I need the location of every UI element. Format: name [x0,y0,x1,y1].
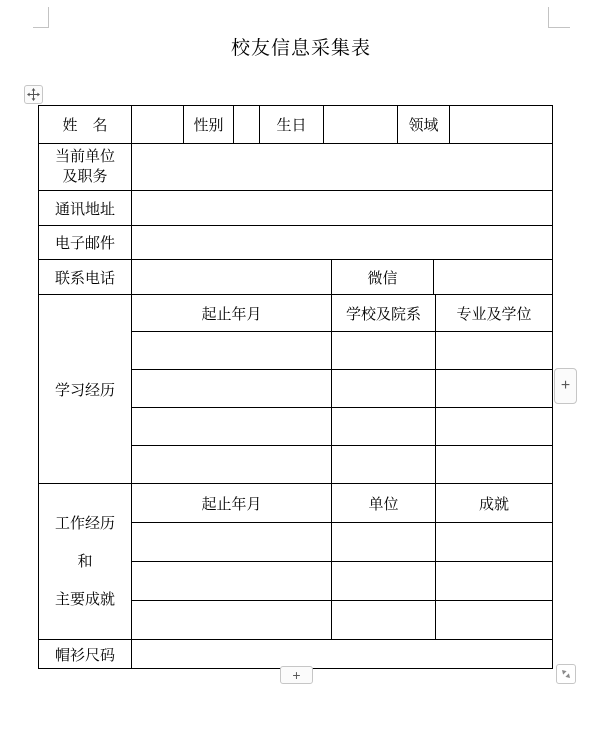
table-row-employer [39,144,553,191]
work-col-achievement: 成就 [436,484,553,523]
insert-row-button[interactable]: + [280,666,313,684]
education-row-4 [132,446,553,484]
table-row-basic-1 [39,106,553,144]
education-row-2 [132,370,553,408]
edu-school-cell[interactable] [332,332,436,370]
field-label: 领域 [398,106,450,144]
employer-input-cell[interactable] [132,144,553,191]
edu-period-cell[interactable] [132,332,332,370]
work-achievement-cell[interactable] [436,562,553,601]
insert-column-button[interactable]: + [554,368,577,404]
edu-school-cell[interactable] [332,408,436,446]
work-row-2 [132,562,553,601]
field-input-cell[interactable] [450,106,553,144]
name-input-cell[interactable] [132,106,184,144]
gender-input-cell[interactable] [234,106,260,144]
diagonal-resize-icon [560,668,572,680]
work-achievement-cell[interactable] [436,523,553,562]
margin-crop-mark-top-left [33,7,49,28]
education-col-period: 起止年月 [132,295,332,332]
education-col-major: 专业及学位 [436,295,553,332]
edu-major-cell[interactable] [436,446,553,484]
edu-major-cell[interactable] [436,332,553,370]
wechat-input-cell[interactable] [434,260,553,295]
margin-crop-mark-top-right [548,7,570,28]
employer-label-line2: 及职务 [62,168,108,185]
work-row-3 [132,601,553,640]
table-row-email [39,226,553,260]
education-section-label: 学习经历 [39,295,132,484]
work-org-cell[interactable] [332,523,436,562]
education-header-row [132,295,553,332]
table-row-phone [39,260,553,295]
phone-label: 联系电话 [39,260,132,295]
table-resize-handle[interactable] [556,664,576,684]
work-period-cell[interactable] [132,562,332,601]
work-period-cell[interactable] [132,523,332,562]
edu-major-cell[interactable] [436,408,553,446]
work-header-row [132,484,553,523]
edu-school-cell[interactable] [332,370,436,408]
birthday-input-cell[interactable] [324,106,398,144]
edu-period-cell[interactable] [132,408,332,446]
work-org-cell[interactable] [332,562,436,601]
work-period-cell[interactable] [132,601,332,640]
education-section [39,295,553,484]
education-row-1 [132,332,553,370]
hoodie-size-label: 帽衫尺码 [39,640,132,669]
work-label-line3: 主要成就 [54,590,115,608]
table-row-hoodie [39,640,553,669]
work-section [39,484,553,640]
work-org-cell[interactable] [332,601,436,640]
edu-period-cell[interactable] [132,446,332,484]
table-move-handle[interactable] [24,85,43,104]
form-title: 校友信息采集表 [230,38,371,59]
email-input-cell[interactable] [132,226,553,260]
edu-period-cell[interactable] [132,370,332,408]
work-col-period: 起止年月 [132,484,332,523]
alumni-form-table [38,105,553,669]
work-label-line2: 和 [77,552,93,570]
name-label: 姓 名 [39,106,132,144]
birthday-label: 生日 [260,106,324,144]
education-col-school: 学校及院系 [332,295,436,332]
work-label-line1: 工作经历 [54,514,115,532]
employer-label [39,144,132,191]
work-achievement-cell[interactable] [436,601,553,640]
gender-label: 性别 [184,106,234,144]
move-cross-icon [27,88,40,101]
edu-school-cell[interactable] [332,446,436,484]
table-row-address [39,191,553,226]
work-row-1 [132,523,553,562]
work-col-org: 单位 [332,484,436,523]
wechat-label: 微信 [332,260,434,295]
hoodie-size-input-cell[interactable] [132,640,553,669]
employer-label-line1: 当前单位 [54,148,115,165]
address-input-cell[interactable] [132,191,553,226]
education-row-3 [132,408,553,446]
work-section-label [39,484,132,640]
edu-major-cell[interactable] [436,370,553,408]
email-label: 电子邮件 [39,226,132,260]
address-label: 通讯地址 [39,191,132,226]
phone-input-cell[interactable] [132,260,332,295]
